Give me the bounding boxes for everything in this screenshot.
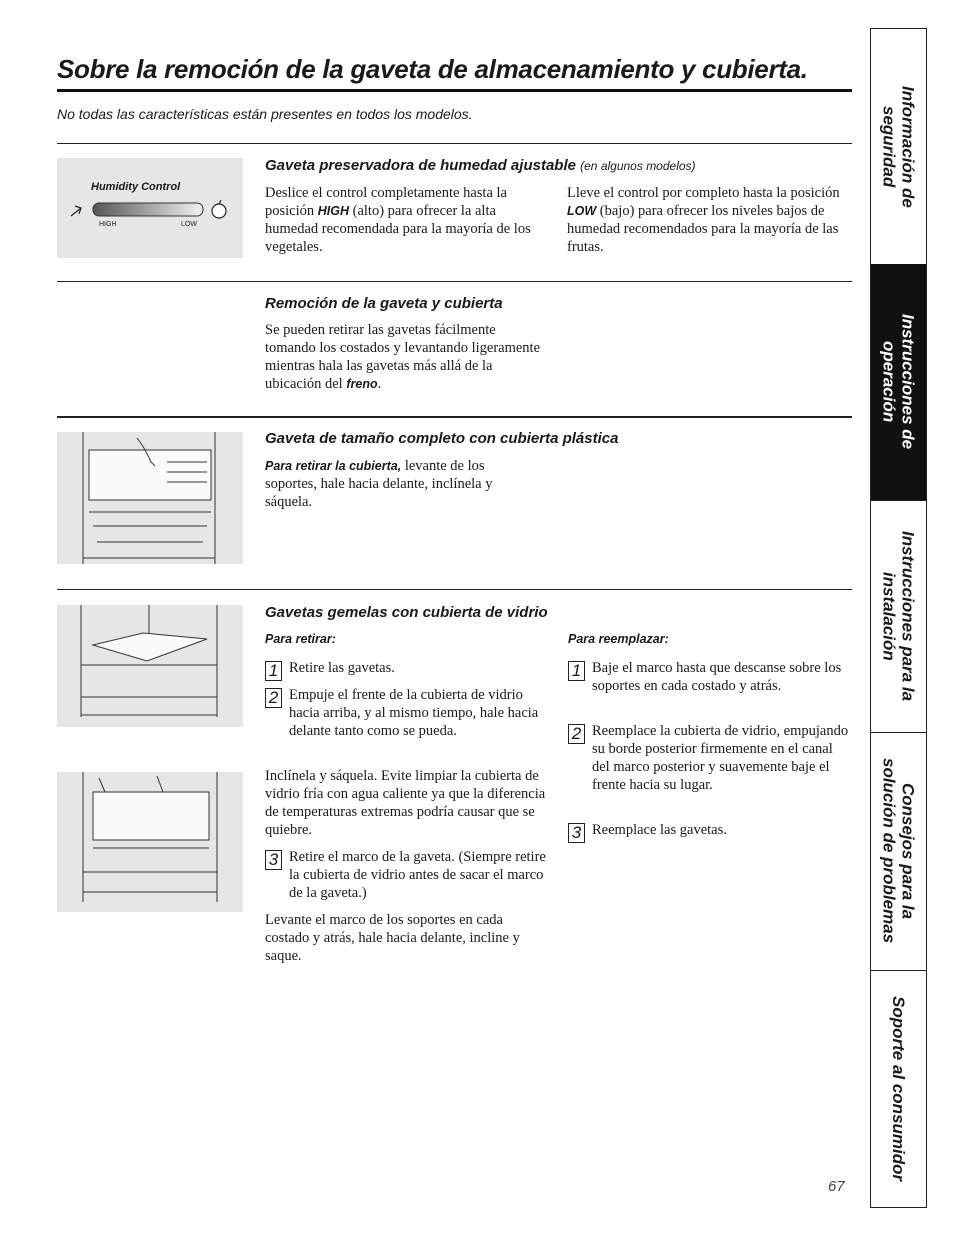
models-note: No todas las características están presentes en todos los modelos.	[57, 106, 473, 122]
step-number: 3	[265, 850, 282, 870]
page-number: 67	[828, 1178, 845, 1195]
step-number: 3	[568, 823, 585, 843]
tab-troubleshooting[interactable]	[871, 732, 926, 971]
remove-label: Para retirar:	[265, 632, 336, 646]
step-number: 2	[568, 724, 585, 744]
replace-step-1: 1 Baje el marco hasta que descanse sobre los soportes en cada costado y atrás.	[568, 659, 853, 695]
tab-label: Soporte al consumidor	[889, 995, 908, 1182]
tab-safety[interactable]	[871, 29, 926, 265]
section-divider	[57, 281, 852, 282]
humidity-slider-graphic	[67, 196, 237, 236]
fullsize-text: Para retirar la cubierta, levante de los soportes, hale hacia delante, inclínela y sáquela.	[265, 458, 493, 510]
apple-icon	[212, 204, 226, 218]
tab-label: Información de seguridad	[879, 85, 918, 208]
remove-paragraph-1: Inclínela y sáquela. Evite limpiar la cubierta de vidrio fría con agua caliente ya que la diferencia de temperaturas extremas podría causar que se quiebre.	[265, 768, 546, 838]
humidity-low-text: Lleve el control por completo hasta la posición LOW (bajo) para ofrecer los niveles bajos de humedad recomendados para la mayoría de las frutas.	[567, 185, 840, 255]
twin-heading: Gavetas gemelas con cubierta de vidrio	[265, 604, 548, 621]
title-rule	[57, 89, 852, 92]
step-number: 2	[265, 688, 282, 708]
remove-step-3: 3 Retire el marco de la gaveta. (Siempre retire la cubierta de vidrio antes de sacar el marco de la gaveta.)	[265, 848, 550, 902]
removal-heading: Remoción de la gaveta y cubierta	[265, 295, 503, 312]
fullsize-drawer-image	[57, 432, 243, 564]
removal-text: Se pueden retirar las gavetas fácilmente tomando los costados y levantando ligeramente mientras hala las gavetas más allá de la ubicación del freno.	[265, 322, 541, 392]
humidity-control-label: Humidity Control	[91, 181, 181, 193]
tab-label: Instrucciones de operación	[879, 314, 918, 450]
remove-paragraph-2: Levante el marco de los soportes en cada costado y atrás, hale hacia delante, incline y saque.	[265, 912, 520, 964]
twin-drawer-image-1	[57, 605, 243, 727]
remove-step-1: 1 Retire las gavetas.	[265, 659, 550, 681]
fridge-drawer-illustration	[57, 432, 243, 564]
step-number: 1	[568, 661, 585, 681]
humidity-control-image	[57, 158, 243, 258]
replace-step-2: 2 Reemplace la cubierta de vidrio, empujando su borde posterior firmemente en el canal del marco posterior y suavemente baje el frente hacia su lugar.	[568, 722, 853, 794]
tab-label: Consejos para la solución de problemas	[879, 758, 918, 944]
replace-step-3: 3 Reemplace las gavetas.	[568, 821, 853, 843]
humidity-high-text: Deslice el control completamente hasta la posición HIGH (alto) para ofrecer la alta humedad recomendada para la mayoría de los vegetales.	[265, 185, 531, 255]
fullsize-heading: Gaveta de tamaño completo con cubierta plástica	[265, 430, 619, 447]
tab-consumer-support[interactable]	[871, 970, 926, 1207]
humidity-heading: Gaveta preservadora de humedad ajustable (en algunos modelos)	[265, 157, 696, 174]
section-divider	[57, 143, 852, 144]
tab-operation[interactable]	[871, 264, 926, 501]
twin-drawer-image-2	[57, 772, 243, 912]
step-number: 1	[265, 661, 282, 681]
remove-step-2: 2 Empuje el frente de la cubierta de vidrio hacia arriba, y al mismo tiempo, hale hacia delante tanto como se pueda.	[265, 686, 550, 740]
section-divider	[57, 416, 852, 418]
drawer-frame-illustration	[57, 772, 243, 912]
twin-drawer-illustration	[57, 605, 243, 727]
carrot-icon	[71, 206, 81, 216]
replace-label: Para reemplazar:	[568, 632, 669, 646]
high-label: HIGH	[99, 221, 117, 228]
section-divider	[57, 589, 852, 590]
tab-installation[interactable]	[871, 500, 926, 733]
page-title: Sobre la remoción de la gaveta de almacenamiento y cubierta.	[57, 54, 808, 84]
section-tabs	[870, 28, 927, 1208]
tab-label: Instrucciones para la instalación	[879, 530, 918, 702]
low-label: LOW	[181, 221, 197, 228]
